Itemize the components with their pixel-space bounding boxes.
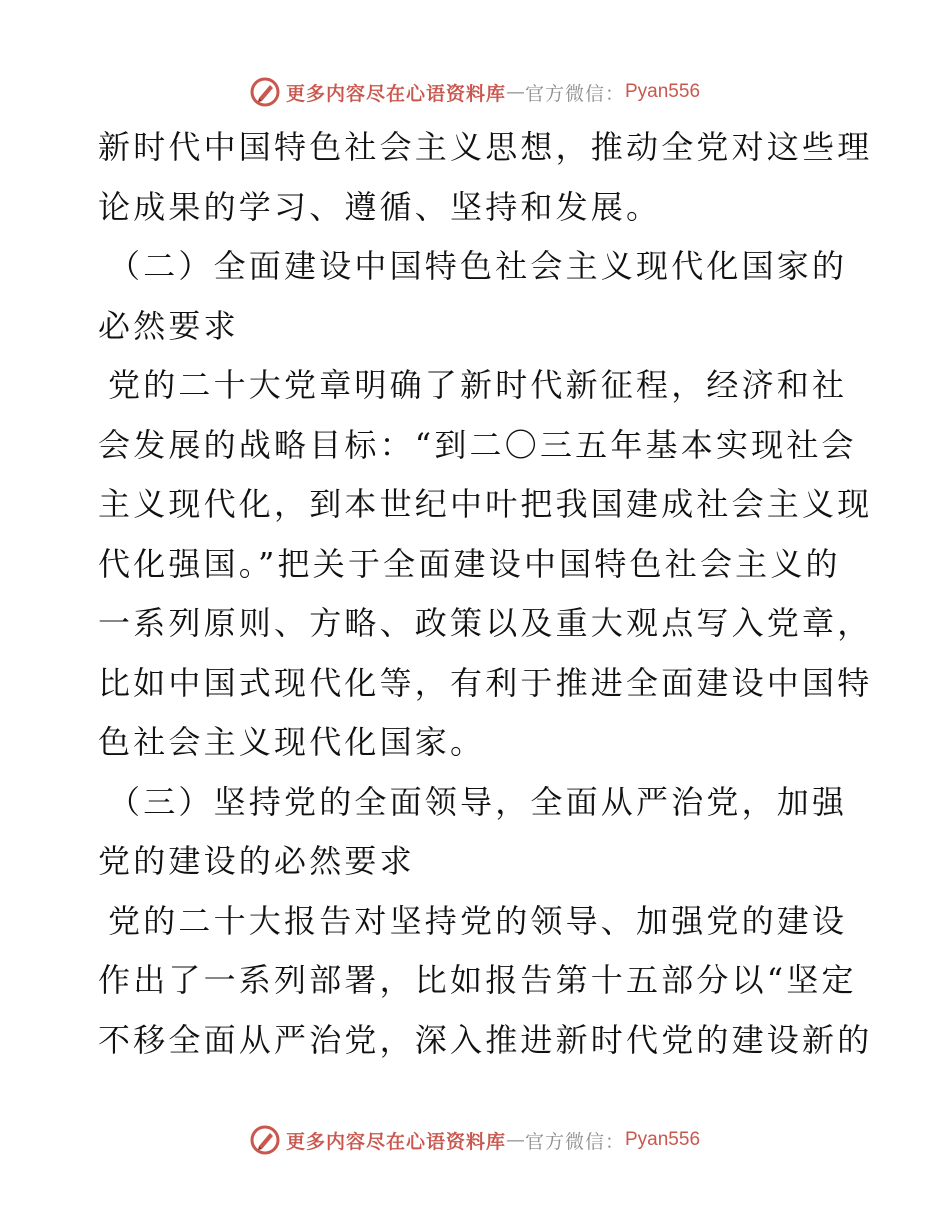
text-line: 论成果的学习、遵循、坚持和发展。 — [98, 187, 662, 226]
document-body — [98, 118, 873, 1070]
text-line: 会发展的战略目标：“到二〇三五年基本实现社会 — [98, 425, 857, 464]
text-line: 色社会主义现代化国家。 — [98, 723, 486, 761]
watermark-main-text: 更多内容尽在心语资料库 — [285, 82, 506, 105]
watermark-wechat-id: Pyan556 — [625, 81, 701, 102]
watermark-dash: — — [505, 1129, 525, 1151]
text-line: 代化强国。”把关于全面建设中国特色社会主义的 — [98, 544, 841, 583]
text-line: 作出了一系列部署，比如报告第十五部分以“坚定 — [98, 961, 857, 999]
text-line: 主义现代化，到本世纪中叶把我国建成社会主义现 — [98, 485, 873, 523]
watermark-dash: — — [505, 81, 525, 103]
text-line: 党的二十大报告对坚持党的领导、加强党的建设 — [108, 901, 848, 940]
pen-logo-icon — [250, 77, 280, 107]
section-heading: 必然要求 — [98, 306, 239, 345]
text-line: 比如中国式现代化等，有利于推进全面建设中国特 — [98, 663, 873, 702]
section-heading: （三）坚持党的全面领导，全面从严治党，加强 — [108, 782, 848, 821]
footer-watermark — [0, 1120, 950, 1160]
text-line: 新时代中国特色社会主义思想，推动全党对这些理 — [98, 128, 873, 166]
section-heading: （二）全面建设中国特色社会主义现代化国家的 — [108, 247, 848, 285]
watermark-wechat-id: Pyan556 — [625, 1129, 701, 1150]
text-line: 不移全面从严治党，深入推进新时代党的建设新的 — [98, 1020, 873, 1059]
text-line: 一系列原则、方略、政策以及重大观点写入党章， — [98, 604, 873, 642]
header-watermark — [0, 72, 950, 112]
watermark-sub-text: 官方微信： — [524, 1130, 625, 1153]
watermark-main-text: 更多内容尽在心语资料库 — [285, 1130, 506, 1153]
pen-logo-icon — [250, 1125, 280, 1155]
text-line: 党的二十大党章明确了新时代新征程，经济和社 — [108, 366, 848, 404]
section-heading: 党的建设的必然要求 — [98, 842, 415, 880]
watermark-sub-text: 官方微信： — [524, 82, 625, 105]
